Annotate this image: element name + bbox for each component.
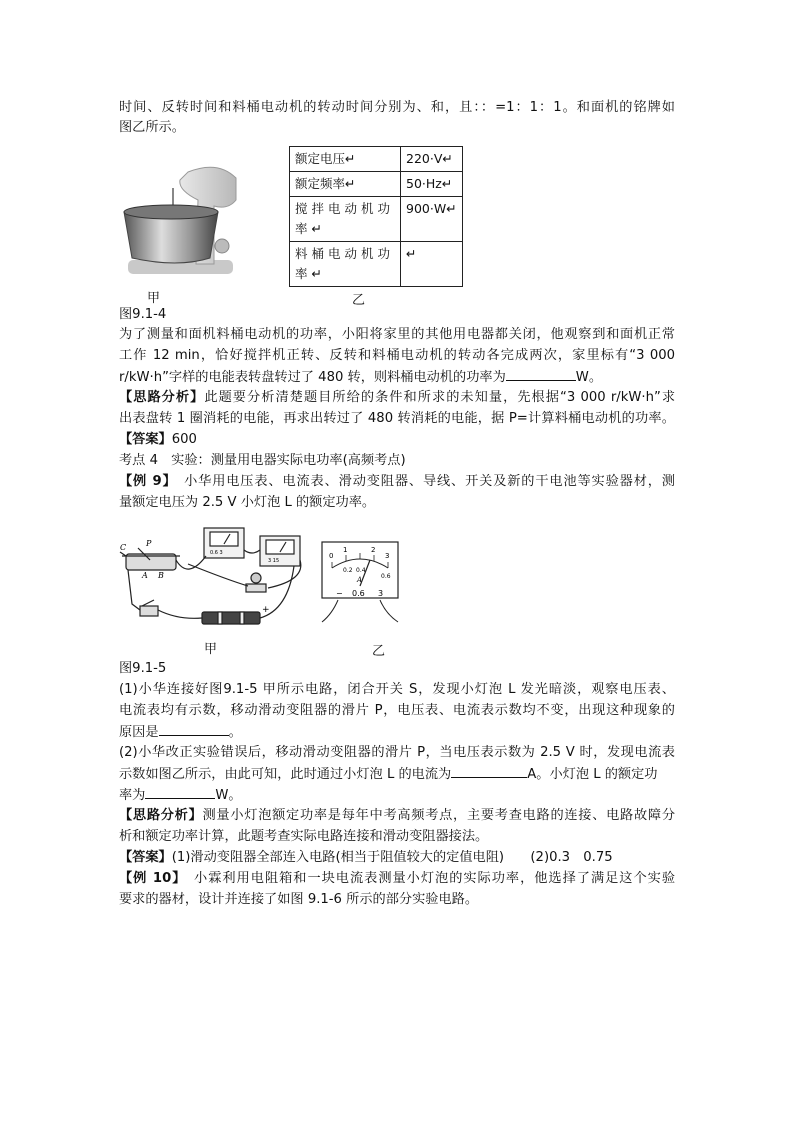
analysis-text: 此题要分析清楚题目所给的条件和所求的未知量，先根据“3 000 r/kW·h”求	[204, 390, 676, 405]
answer-blank[interactable]	[159, 722, 229, 736]
ammeter-scale-top: 1	[343, 546, 348, 554]
section-heading: 考点 4 实验：测量用电器实际电功率(高频考点)	[119, 453, 406, 468]
example-text: 小霖利用电阻箱和一块电流表测量小灯泡的实际功率，他选择了满足这个实验	[179, 871, 676, 886]
voltmeter-terminals: 0.6 3	[210, 550, 223, 556]
question-line-4: (2)小华改正实验错误后，移动滑动变阻器的滑片 P，当电压表示数为 2.5 V 时，发现电流表	[119, 745, 675, 760]
table-row	[290, 147, 463, 172]
example-text: 小华用电压表、电流表、滑动变阻器、导线、开关及新的干电池等实验器材，测	[170, 474, 675, 489]
circuit-figure	[118, 520, 308, 632]
table-cell-key: 料桶电动机功率↵	[290, 242, 401, 287]
figure-label-b: 乙	[352, 293, 366, 308]
answer-line	[119, 430, 197, 450]
svg-text:C: C	[120, 543, 127, 552]
question-text: 原因是	[119, 725, 159, 740]
answer-tag: 【答案】	[119, 432, 172, 447]
figure-label-b: 乙	[372, 644, 386, 659]
figure-caption: 图9.1-4	[119, 307, 167, 322]
question-text: W。	[215, 788, 242, 803]
ammeter-scale-bottom: 0.4	[356, 567, 366, 574]
mixer-image	[118, 160, 240, 278]
table-cell-value: ↵	[401, 242, 463, 287]
analysis-line-2: 析和额定功率计算，此题考查实际电路连接和滑动变阻器接法。	[119, 829, 489, 844]
question-line-6	[119, 785, 242, 806]
table-cell-value: 50·Hz↵	[401, 172, 463, 197]
intro-line-1: 时间、反转时间和料桶电动机的转动时间分别为、和，且：：=1：1：1。和面机的铭牌如	[119, 100, 675, 115]
ammeter-terminal: 3	[378, 589, 384, 598]
question-line-3	[119, 367, 602, 388]
answer-blank[interactable]	[451, 764, 527, 778]
intro-line-2: 图乙所示。	[119, 120, 185, 135]
answer-tag: 【答案】	[119, 850, 172, 865]
question-text: r/kW·h”字样的电能表转盘转过了 480 转，则料桶电动机的功率为	[119, 370, 506, 385]
question-line-5	[119, 764, 658, 785]
ammeter-scale-top: 3	[385, 552, 390, 560]
analysis-line-1	[119, 806, 675, 826]
svg-text:B: B	[158, 571, 164, 580]
analysis-text: 测量小灯泡额定功率是每年中考高频考点，主要考查电路的连接、电路故障分	[202, 808, 676, 823]
answer-line	[119, 848, 613, 868]
ammeter-dial	[318, 538, 402, 628]
question-text: W。	[575, 370, 603, 385]
svg-text:+: +	[262, 605, 270, 615]
example-tag: 【例 9】	[119, 474, 171, 489]
example-line-1	[119, 869, 675, 889]
ammeter-terminal: 0.6	[352, 589, 365, 598]
ammeter-scale-bottom: 0.6	[381, 573, 391, 580]
svg-text:P: P	[146, 539, 152, 548]
table-cell-key: 额定电压↵	[290, 147, 401, 172]
table-cell-value: 220·V↵	[401, 147, 463, 172]
question-text: 。	[228, 725, 242, 740]
question-line-1: (1)小华连接好图9.1-5 甲所示电路，闭合开关 S，发现小灯泡 L 发光暗淡，观察电压表、	[119, 682, 675, 697]
answer-text: 600	[171, 432, 197, 447]
question-text: A。小灯泡 L 的额定功	[527, 767, 658, 782]
table-row	[290, 197, 463, 242]
svg-text:A: A	[142, 571, 148, 580]
analysis-line-2: 出表盘转 1 圈消耗的电能，再求出转过了 480 转消耗的电能，据 P=计算料桶电动机的功率。	[119, 411, 675, 426]
analysis-tag: 【思路分析】	[119, 808, 203, 823]
ammeter-scale-top: 2	[371, 546, 376, 554]
ammeter-terminals: 3 15	[268, 558, 280, 564]
table-cell-key: 搅拌电动机功率↵	[290, 197, 401, 242]
ammeter-terminal: −	[336, 589, 343, 598]
ammeter-scale-top: 0	[329, 552, 334, 560]
question-line-3	[119, 722, 242, 743]
figure-label-a: 甲	[147, 291, 161, 306]
question-text: 示数如图乙所示，由此可知，此时通过小灯泡 L 的电流为	[119, 767, 452, 782]
table-cell-value: 900·W↵	[401, 197, 463, 242]
analysis-tag: 【思路分析】	[119, 390, 205, 405]
analysis-line-1	[119, 388, 675, 408]
answer-blank[interactable]	[506, 367, 576, 381]
example-line-1	[119, 472, 675, 492]
figure-caption: 图9.1-5	[119, 661, 167, 676]
table-row	[290, 242, 463, 287]
question-text: 率为	[119, 788, 146, 803]
question-line-2: 工作 12 min，恰好搅拌机正转、反转和料桶电动机的转动各完成两次，家里标有“3 000	[119, 348, 675, 363]
table-row	[290, 172, 463, 197]
question-line-2: 电流表均有示数，移动滑动变阻器的滑片 P，电压表、电流表示数均不变，出现这种现象的	[119, 703, 675, 718]
answer-text: (1)滑动变阻器全部连入电路(相当于阻值较大的定值电阻) (2)0.3 0.75	[171, 850, 613, 865]
answer-blank[interactable]	[145, 785, 215, 799]
example-tag: 【例 10】	[119, 871, 180, 886]
ammeter-unit: A	[357, 576, 363, 584]
figure-label-a: 甲	[204, 642, 218, 657]
table-cell-key: 额定频率↵	[290, 172, 401, 197]
example-line-2: 量额定电压为 2.5 V 小灯泡 L 的额定功率。	[119, 495, 376, 510]
ammeter-scale-bottom: 0.2	[343, 567, 353, 574]
example-line-2: 要求的器材，设计并连接了如图 9.1-6 所示的部分实验电路。	[119, 892, 479, 907]
question-line-1: 为了测量和面机料桶电动机的功率，小阳将家里的其他用电器都关闭，他观察到和面机正常	[119, 327, 675, 342]
nameplate-table	[289, 146, 463, 287]
